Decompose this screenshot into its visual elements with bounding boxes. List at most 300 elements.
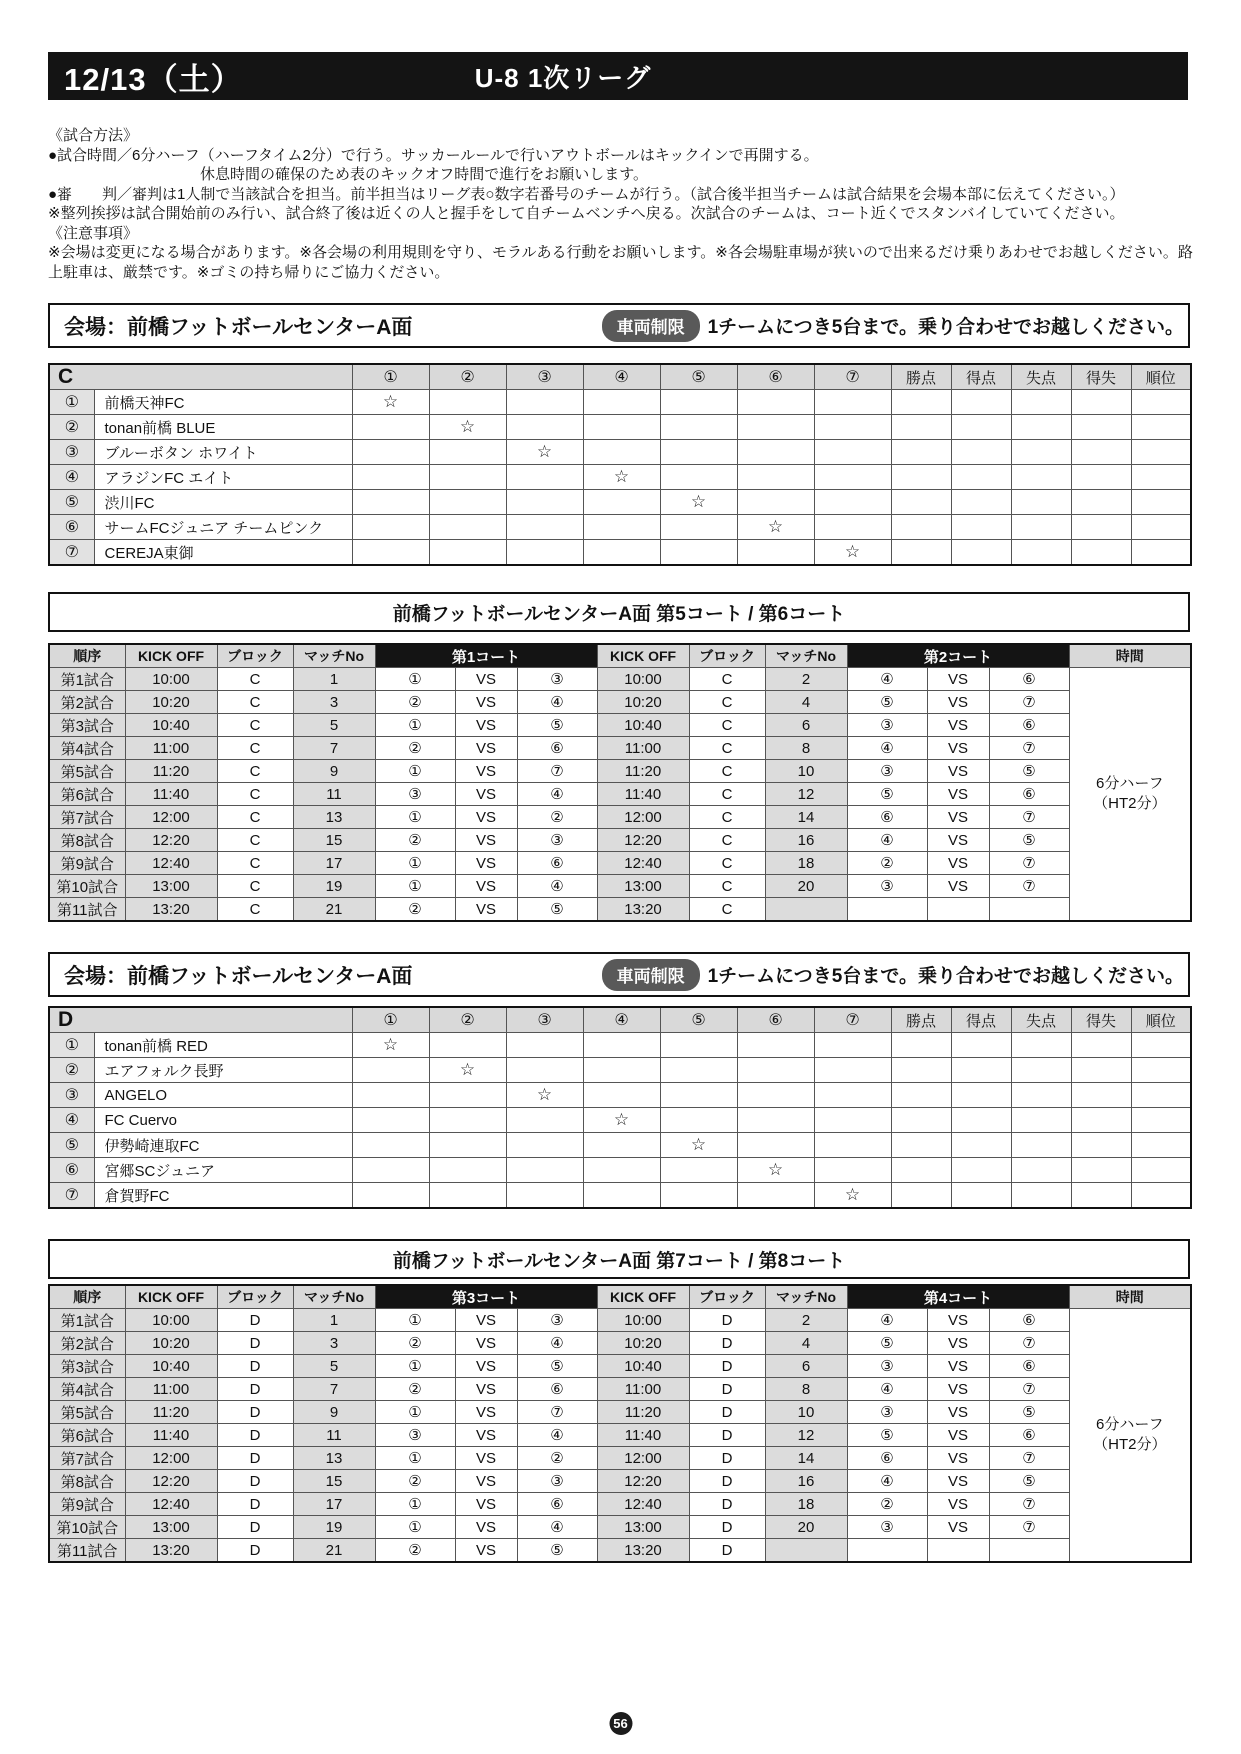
order-cell: 第5試合: [49, 760, 125, 783]
self-match-star: ☆: [506, 1083, 583, 1108]
league-col-header: ⑥: [737, 364, 814, 390]
rank-cell: [1131, 1158, 1191, 1183]
self-match-star: ☆: [737, 1158, 814, 1183]
result-cell: [737, 465, 814, 490]
away-team-cell: ⑦: [989, 875, 1069, 898]
away-team-cell: ④: [517, 691, 597, 714]
match-row: [49, 760, 1191, 783]
result-cell: [583, 1083, 660, 1108]
vs-cell: VS: [455, 714, 517, 737]
result-cell: [737, 1033, 814, 1058]
result-cell: [352, 1133, 429, 1158]
team-row: [49, 1183, 1191, 1209]
kickoff-cell: 12:40: [597, 1493, 689, 1516]
block-cell: D: [217, 1447, 293, 1470]
order-cell: 第4試合: [49, 1378, 125, 1401]
self-match-star: ☆: [583, 465, 660, 490]
vehicle-restriction-badge: 車両制限: [602, 959, 700, 991]
team-number: ⑦: [49, 540, 94, 566]
result-cell: [352, 540, 429, 566]
away-team-cell: ⑥: [517, 1493, 597, 1516]
goals-for-cell: [951, 1033, 1011, 1058]
block-cell: C: [217, 806, 293, 829]
match-no-header: マッチNo: [293, 1285, 375, 1309]
away-team-cell: ④: [517, 783, 597, 806]
goals-against-cell: [1011, 415, 1071, 440]
self-match-star: ☆: [660, 1133, 737, 1158]
match-no-cell: 2: [765, 1309, 847, 1332]
result-cell: [737, 490, 814, 515]
home-team-cell: ③: [375, 783, 455, 806]
kickoff-cell: 10:40: [125, 1355, 217, 1378]
duration-line2: （HT2分）: [1093, 1436, 1167, 1453]
match-no-header: マッチNo: [765, 644, 847, 668]
kickoff-cell: 13:00: [125, 1516, 217, 1539]
block-cell: D: [689, 1309, 765, 1332]
rank-cell: [1131, 1108, 1191, 1133]
result-cell: [814, 465, 891, 490]
match-no-cell: 12: [765, 783, 847, 806]
goals-for-cell: [951, 1158, 1011, 1183]
result-cell: [583, 1033, 660, 1058]
home-team-cell: ①: [375, 714, 455, 737]
away-team-cell: [989, 1539, 1069, 1563]
points-cell: [891, 465, 951, 490]
result-cell: [737, 1058, 814, 1083]
goals-for-cell: [951, 440, 1011, 465]
away-team-cell: ⑥: [517, 1378, 597, 1401]
league-col-header: 失点: [1011, 1007, 1071, 1033]
block-cell: D: [217, 1401, 293, 1424]
match-no-cell: 15: [293, 829, 375, 852]
team-number: ②: [49, 1058, 94, 1083]
points-cell: [891, 1158, 951, 1183]
home-team-cell: ④: [847, 1309, 927, 1332]
goals-against-cell: [1011, 515, 1071, 540]
home-team-cell: ③: [847, 875, 927, 898]
page-number: 56: [609, 1712, 632, 1735]
match-no-cell: 16: [765, 1470, 847, 1493]
vs-cell: VS: [927, 1516, 989, 1539]
kickoff-cell: 13:00: [597, 875, 689, 898]
schedule-table-c: [48, 643, 1192, 922]
kickoff-cell: 10:40: [597, 1355, 689, 1378]
vs-cell: VS: [455, 1447, 517, 1470]
result-cell: [737, 540, 814, 566]
result-cell: [737, 1183, 814, 1209]
match-row: [49, 1516, 1191, 1539]
order-cell: 第6試合: [49, 1424, 125, 1447]
points-cell: [891, 440, 951, 465]
match-no-cell: 20: [765, 875, 847, 898]
time-header: 時間: [1069, 644, 1191, 668]
result-cell: [352, 490, 429, 515]
kickoff-header: KICK OFF: [597, 644, 689, 668]
result-cell: [352, 465, 429, 490]
goal-diff-cell: [1071, 415, 1131, 440]
order-cell: 第2試合: [49, 691, 125, 714]
vs-cell: VS: [927, 875, 989, 898]
vs-cell: VS: [927, 760, 989, 783]
rank-cell: [1131, 1183, 1191, 1209]
match-no-cell: 3: [293, 691, 375, 714]
away-team-cell: ⑥: [989, 668, 1069, 691]
court-left-header: 第1コート: [375, 644, 597, 668]
order-cell: 第5試合: [49, 1401, 125, 1424]
team-row: [49, 465, 1191, 490]
away-team-cell: ②: [517, 1447, 597, 1470]
order-cell: 第6試合: [49, 783, 125, 806]
team-number: ②: [49, 415, 94, 440]
block-cell: C: [217, 760, 293, 783]
kickoff-cell: 12:00: [597, 806, 689, 829]
team-name: 宮郷SCジュニア: [94, 1158, 352, 1183]
vs-cell: VS: [455, 806, 517, 829]
match-no-cell: 21: [293, 1539, 375, 1563]
home-team-cell: ②: [375, 1332, 455, 1355]
block-cell: C: [689, 806, 765, 829]
venue-header-c: [48, 303, 1190, 348]
result-cell: [352, 1158, 429, 1183]
vs-cell: VS: [455, 1493, 517, 1516]
match-row: [49, 1401, 1191, 1424]
block-cell: D: [689, 1493, 765, 1516]
vs-cell: VS: [927, 1447, 989, 1470]
result-cell: [814, 1058, 891, 1083]
points-cell: [891, 515, 951, 540]
goals-for-cell: [951, 390, 1011, 415]
result-cell: [506, 515, 583, 540]
team-name: エアフォルク長野: [94, 1058, 352, 1083]
result-cell: [583, 1183, 660, 1209]
points-cell: [891, 1183, 951, 1209]
home-team-cell: ①: [375, 1493, 455, 1516]
goals-against-cell: [1011, 440, 1071, 465]
team-name: 渋川FC: [94, 490, 352, 515]
match-no-cell: 5: [293, 714, 375, 737]
result-cell: [429, 465, 506, 490]
kickoff-cell: 10:00: [125, 1309, 217, 1332]
home-team-cell: ⑤: [847, 1424, 927, 1447]
team-name: 伊勢崎連取FC: [94, 1133, 352, 1158]
league-table-c: [48, 363, 1192, 566]
goal-diff-cell: [1071, 390, 1131, 415]
rank-cell: [1131, 465, 1191, 490]
home-team-cell: ⑥: [847, 806, 927, 829]
league-col-header: ①: [352, 364, 429, 390]
block-cell: D: [689, 1539, 765, 1563]
league-col-header: ⑥: [737, 1007, 814, 1033]
result-cell: [429, 440, 506, 465]
self-match-star: ☆: [352, 1033, 429, 1058]
rules-method-title: 《試合方法》: [48, 127, 139, 144]
team-name: tonan前橋 BLUE: [94, 415, 352, 440]
result-cell: [429, 1108, 506, 1133]
goals-against-cell: [1011, 540, 1071, 566]
team-name: FC Cuervo: [94, 1108, 352, 1133]
match-no-cell: 17: [293, 852, 375, 875]
away-team-cell: ③: [517, 829, 597, 852]
home-team-cell: ①: [375, 760, 455, 783]
venue-note: 1チームにつき5台まで。乗り合わせでお越しください。: [707, 317, 1184, 338]
rank-cell: [1131, 1033, 1191, 1058]
court-right-header: 第2コート: [847, 644, 1069, 668]
away-team-cell: ④: [517, 875, 597, 898]
order-cell: 第7試合: [49, 1447, 125, 1470]
rank-cell: [1131, 1133, 1191, 1158]
result-cell: [814, 490, 891, 515]
team-row: [49, 1158, 1191, 1183]
block-cell: D: [217, 1516, 293, 1539]
result-cell: [506, 1183, 583, 1209]
goals-for-cell: [951, 490, 1011, 515]
header-title: U-8 1次リーグ: [474, 62, 652, 93]
goals-for-cell: [951, 1058, 1011, 1083]
goal-diff-cell: [1071, 515, 1131, 540]
result-cell: [583, 490, 660, 515]
kickoff-cell: 12:00: [125, 1447, 217, 1470]
result-cell: [429, 390, 506, 415]
result-cell: [429, 490, 506, 515]
result-cell: [660, 415, 737, 440]
team-name: 倉賀野FC: [94, 1183, 352, 1209]
vs-cell: VS: [927, 714, 989, 737]
vs-cell: VS: [927, 1332, 989, 1355]
block-cell: D: [217, 1355, 293, 1378]
away-team-cell: ④: [517, 1332, 597, 1355]
goals-against-cell: [1011, 1158, 1071, 1183]
block-cell: D: [217, 1378, 293, 1401]
block-cell: C: [689, 875, 765, 898]
kickoff-cell: 11:40: [125, 1424, 217, 1447]
vs-cell: VS: [927, 1493, 989, 1516]
home-team-cell: ②: [375, 1470, 455, 1493]
result-cell: [583, 440, 660, 465]
result-cell: [814, 1133, 891, 1158]
schedule-header-row: [49, 644, 1191, 668]
order-cell: 第1試合: [49, 1309, 125, 1332]
match-no-cell: 21: [293, 898, 375, 922]
result-cell: [814, 1033, 891, 1058]
result-cell: [737, 415, 814, 440]
team-row: [49, 1108, 1191, 1133]
goal-diff-cell: [1071, 1183, 1131, 1209]
goals-for-cell: [951, 540, 1011, 566]
venue-title: 会場：前橋フットボールセンターA面: [64, 315, 413, 339]
block-cell: C: [689, 852, 765, 875]
league-col-header: 失点: [1011, 364, 1071, 390]
goal-diff-cell: [1071, 1033, 1131, 1058]
match-row: [49, 783, 1191, 806]
match-no-cell: 4: [765, 691, 847, 714]
match-no-cell: 18: [765, 852, 847, 875]
match-no-cell: 13: [293, 806, 375, 829]
points-cell: [891, 490, 951, 515]
vs-cell: VS: [927, 737, 989, 760]
rules-line-greeting: ※整列挨拶は試合開始前のみ行い、試合終了後は近くの人と握手をして自チームベンチへ戻る。次試合のチームは、コート近くでスタンバイしていてください。: [48, 205, 1125, 222]
match-row: [49, 1493, 1191, 1516]
order-cell: 第11試合: [49, 898, 125, 922]
result-cell: [506, 415, 583, 440]
league-col-header: 勝点: [891, 364, 951, 390]
self-match-star: ☆: [429, 1058, 506, 1083]
league-col-header: ⑤: [660, 364, 737, 390]
time-header: 時間: [1069, 1285, 1191, 1309]
home-team-cell: ⑤: [847, 783, 927, 806]
vs-cell: VS: [927, 1401, 989, 1424]
goals-against-cell: [1011, 1083, 1071, 1108]
league-col-header: 勝点: [891, 1007, 951, 1033]
vs-cell: VS: [927, 1355, 989, 1378]
rank-cell: [1131, 440, 1191, 465]
block-cell: C: [217, 714, 293, 737]
rules-notes-body: ※会場は変更になる場合があります。※各会場の利用規則を守り、モラルある行動をお願いします。※各会場駐車場が狭いので出来るだけ乗りあわせでお越しください。路上駐車は、厳禁です。※ゴミの持ち帰りにご協力ください。: [48, 244, 1193, 281]
block-cell: C: [217, 898, 293, 922]
goals-for-cell: [951, 515, 1011, 540]
order-cell: 第3試合: [49, 714, 125, 737]
kickoff-cell: 11:00: [125, 1378, 217, 1401]
match-row: [49, 668, 1191, 691]
result-cell: [814, 515, 891, 540]
block-cell: C: [217, 829, 293, 852]
result-cell: [737, 390, 814, 415]
block-cell: D: [217, 1470, 293, 1493]
away-team-cell: ③: [517, 1309, 597, 1332]
result-cell: [429, 1133, 506, 1158]
result-cell: [660, 465, 737, 490]
league-col-header: ②: [429, 364, 506, 390]
home-team-cell: ①: [375, 806, 455, 829]
home-team-cell: ①: [375, 1516, 455, 1539]
match-row: [49, 829, 1191, 852]
vs-cell: VS: [927, 1470, 989, 1493]
league-header-row: [49, 1007, 1191, 1033]
self-match-star: ☆: [660, 490, 737, 515]
goals-for-cell: [951, 1183, 1011, 1209]
venue-note: 1チームにつき5台まで。乗り合わせでお越しください。: [707, 966, 1184, 987]
result-cell: [506, 1108, 583, 1133]
order-cell: 第7試合: [49, 806, 125, 829]
rules-line-referee: ●審 判／審判は1人制で当該試合を担当。前半担当はリーグ表○数字若番号のチームが行う。（試合後半担当チームは試合結果を会場本部に伝えてください。）: [48, 185, 1125, 203]
order-cell: 第10試合: [49, 1516, 125, 1539]
kickoff-cell: 13:20: [597, 1539, 689, 1563]
away-team-cell: ⑦: [989, 1447, 1069, 1470]
result-cell: [814, 390, 891, 415]
vs-cell: VS: [455, 760, 517, 783]
home-team-cell: ⑥: [847, 1447, 927, 1470]
team-number: ⑤: [49, 490, 94, 515]
self-match-star: ☆: [429, 415, 506, 440]
block-cell: C: [217, 875, 293, 898]
rank-cell: [1131, 1083, 1191, 1108]
rank-cell: [1131, 515, 1191, 540]
team-number: ③: [49, 1083, 94, 1108]
block-cell: D: [217, 1539, 293, 1563]
vs-cell: VS: [455, 829, 517, 852]
kickoff-cell: 12:20: [125, 829, 217, 852]
home-team-cell: [847, 898, 927, 922]
match-no-cell: 19: [293, 1516, 375, 1539]
result-cell: [660, 540, 737, 566]
result-cell: [814, 1083, 891, 1108]
vs-cell: VS: [455, 852, 517, 875]
team-number: ④: [49, 465, 94, 490]
points-cell: [891, 1083, 951, 1108]
away-team-cell: ⑦: [989, 852, 1069, 875]
kickoff-cell: 10:40: [597, 714, 689, 737]
home-team-cell: ④: [847, 1378, 927, 1401]
match-no-cell: 6: [765, 714, 847, 737]
self-match-star: ☆: [814, 540, 891, 566]
match-no-cell: 17: [293, 1493, 375, 1516]
league-col-header: ①: [352, 1007, 429, 1033]
team-row: [49, 1033, 1191, 1058]
away-team-cell: ⑦: [989, 691, 1069, 714]
kickoff-cell: 11:00: [125, 737, 217, 760]
kickoff-cell: 12:40: [597, 852, 689, 875]
kickoff-cell: 11:20: [597, 760, 689, 783]
away-team-cell: ⑦: [989, 737, 1069, 760]
away-team-cell: ②: [517, 806, 597, 829]
vs-cell: VS: [927, 691, 989, 714]
kickoff-cell: 11:00: [597, 737, 689, 760]
block-cell: C: [689, 783, 765, 806]
kickoff-cell: 13:20: [125, 1539, 217, 1563]
points-cell: [891, 540, 951, 566]
kickoff-cell: 10:00: [597, 668, 689, 691]
block-header: ブロック: [689, 644, 765, 668]
result-cell: [429, 1033, 506, 1058]
court-left-header: 第3コート: [375, 1285, 597, 1309]
block-cell: D: [689, 1401, 765, 1424]
points-cell: [891, 1033, 951, 1058]
away-team-cell: ⑦: [989, 1516, 1069, 1539]
away-team-cell: ⑤: [517, 1539, 597, 1563]
result-cell: [814, 440, 891, 465]
team-name: 前橋天神FC: [94, 390, 352, 415]
match-no-cell: [765, 898, 847, 922]
away-team-cell: ⑦: [989, 806, 1069, 829]
kickoff-cell: 12:00: [125, 806, 217, 829]
away-team-cell: ⑥: [517, 737, 597, 760]
match-no-cell: 14: [765, 806, 847, 829]
team-number: ⑥: [49, 1158, 94, 1183]
result-cell: [660, 1108, 737, 1133]
kickoff-cell: 12:40: [125, 1493, 217, 1516]
match-row: [49, 806, 1191, 829]
kickoff-cell: 10:00: [125, 668, 217, 691]
away-team-cell: ⑦: [989, 1378, 1069, 1401]
result-cell: [814, 1108, 891, 1133]
home-team-cell: ②: [375, 898, 455, 922]
block-cell: C: [689, 691, 765, 714]
home-team-cell: ⑤: [847, 1332, 927, 1355]
team-row: [49, 540, 1191, 566]
kickoff-header: KICK OFF: [125, 1285, 217, 1309]
match-row: [49, 1332, 1191, 1355]
goals-against-cell: [1011, 1033, 1071, 1058]
home-team-cell: ①: [375, 1447, 455, 1470]
kickoff-cell: 12:20: [125, 1470, 217, 1493]
result-cell: [429, 1158, 506, 1183]
result-cell: [660, 1058, 737, 1083]
match-no-header: マッチNo: [765, 1285, 847, 1309]
away-team-cell: ⑤: [989, 1401, 1069, 1424]
home-team-cell: ④: [847, 668, 927, 691]
result-cell: [660, 515, 737, 540]
home-team-cell: ②: [847, 1493, 927, 1516]
home-team-cell: ②: [375, 1378, 455, 1401]
